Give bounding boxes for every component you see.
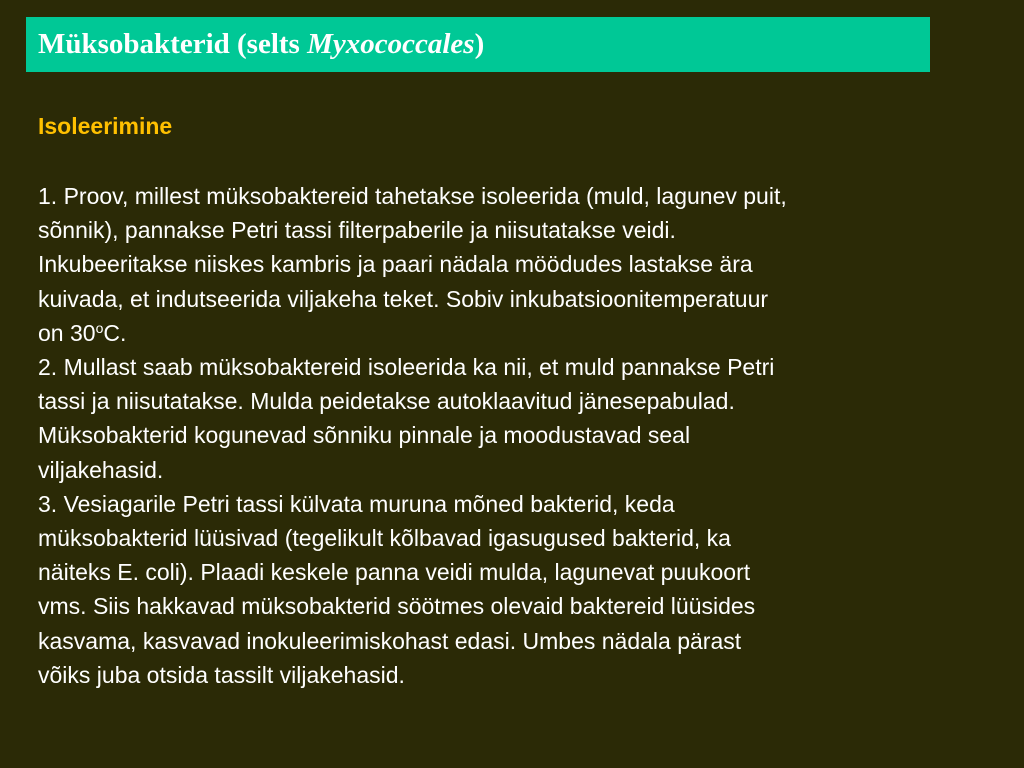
- body-line: võiks juba otsida tassilt viljakehasid.: [38, 661, 405, 688]
- body-line: 1. Proov, millest müksobaktereid tahetakse isoleerida (muld, lagunev puit,: [38, 183, 787, 209]
- body-line: Müksobakterid kogunevad sõnniku pinnale ja moodustavad seal: [38, 422, 691, 449]
- title-prefix: Müksobakterid (selts: [38, 28, 308, 60]
- body-line: Inkubeeritakse niiskes kambris ja paari nädala möödudes lastakse ära: [38, 251, 753, 278]
- temperature-after: C.: [103, 319, 127, 346]
- body-line-temperature: [38, 316, 998, 350]
- slide-title: [38, 28, 484, 61]
- body-line: tassi ja niisutatakse. Mulda peidetakse autoklaavitud jänesepabulad.: [38, 388, 735, 415]
- temperature-before: on 30: [38, 319, 96, 346]
- body-line: kuivada, et indutseerida viljakeha teket. Sobiv inkubatsioonitemperatuur: [38, 285, 769, 312]
- body-line: vms. Siis hakkavad müksobakterid söötmes olevaid baktereid lüüsides: [38, 593, 756, 620]
- body-line: viljakehasid.: [38, 456, 164, 483]
- body-line: kasvama, kasvavad inokuleerimiskohast edasi. Umbes nädala pärast: [38, 627, 742, 654]
- title-italic-taxon: Myxococcales: [307, 28, 475, 60]
- title-bar: [26, 17, 930, 72]
- title-suffix: ): [474, 28, 485, 60]
- section-heading: Isoleerimine: [38, 113, 173, 139]
- degree-superscript: o: [95, 319, 104, 336]
- body-text: [38, 179, 998, 692]
- body-line: 2. Mullast saab müksobaktereid isoleerida ka nii, et muld pannakse Petri: [38, 354, 775, 381]
- body-line: näiteks E. coli). Plaadi keskele panna veidi mulda, lagunevat puukoort: [38, 559, 751, 586]
- body-line: sõnnik), pannakse Petri tassi filterpaberile ja niisutatakse veidi.: [38, 217, 676, 244]
- body-line: 3. Vesiagarile Petri tassi külvata muruna mõned bakterid, keda: [38, 490, 675, 517]
- body-line: müksobakterid lüüsivad (tegelikult kõlbavad igasugused bakterid, ka: [38, 525, 731, 552]
